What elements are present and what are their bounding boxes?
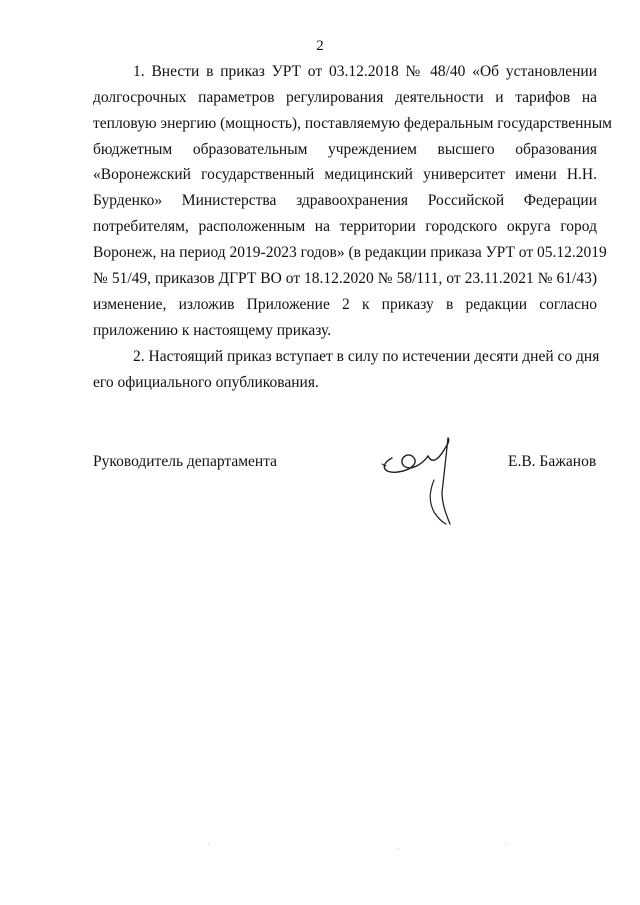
paragraph-1-line-1: 1. Внести в приказ УРТ от 03.12.2018 № 48/40 «Об установлении (133, 63, 597, 80)
signatory-name: Е.В. Бажанов (508, 453, 597, 470)
paragraph-1-line-10: изменение, изложив Приложение 2 к приказу в редакции согласно (93, 296, 597, 313)
paragraph-1-line-4: бюджетным образовательным учреждением высшего образования (93, 141, 597, 158)
signatory-position: Руководитель департамента (93, 453, 278, 470)
scan-speck (208, 843, 209, 844)
paragraph-1-line-9: № 51/49, приказов ДГРТ ВО от 18.12.2020 № 58/111, от 23.11.2021 № 61/43) (93, 270, 597, 287)
paragraph-1-line-5: «Воронежский государственный медицинский университет имени Н.Н. (93, 166, 597, 183)
scan-speck (398, 848, 399, 849)
paragraph-1-line-2: долгосрочных параметров регулирования деятельности и тарифов на (93, 89, 597, 106)
paragraph-1-line-7: потребителям, расположенным на территории городского округа город (93, 218, 597, 235)
paragraph-2-line-1: 2. Настоящий приказ вступает в силу по истечении десяти дней со дня (133, 348, 600, 365)
paragraph-2-line-2: его официального опубликования. (93, 374, 319, 391)
paragraph-1-line-8: Воронеж, на период 2019-2023 годов» (в редакции приказа УРТ от 05.12.2019 (93, 244, 607, 261)
paragraph-1-line-11: приложению к настоящему приказу. (93, 322, 332, 339)
page-number: 2 (316, 38, 324, 54)
scan-speck (506, 843, 507, 844)
paragraph-1-line-6: Бурденко» Министерства здравоохранения Российской Федерации (93, 192, 597, 209)
paragraph-1-line-3: тепловую энергию (мощность), поставляемую федеральным государственным (93, 115, 612, 132)
handwritten-signature (372, 420, 482, 530)
